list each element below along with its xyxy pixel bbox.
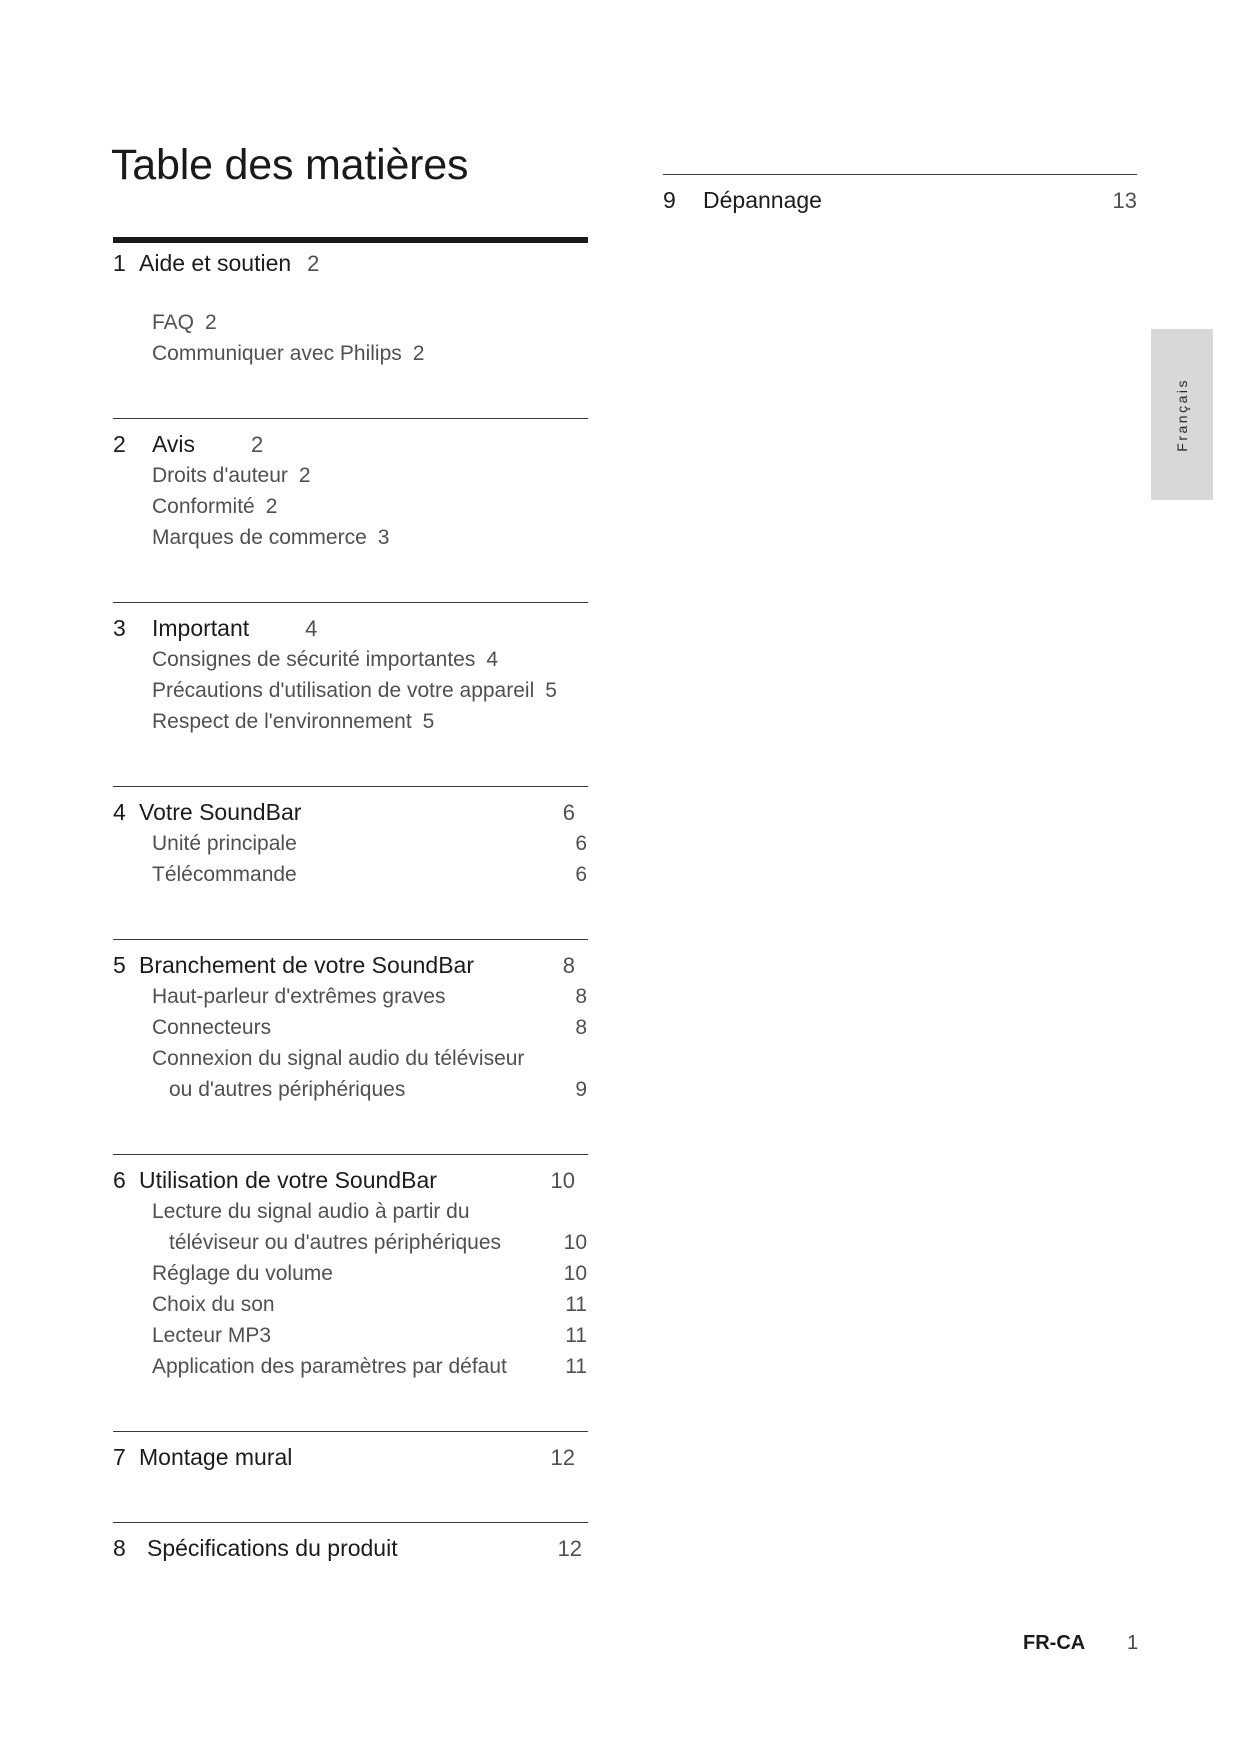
page-number: 6 [575, 832, 587, 855]
subsection-title: FAQ [152, 311, 195, 334]
toc-entry [113, 1258, 588, 1289]
page-title: Table des matières [111, 141, 469, 189]
section-number: 5 [113, 952, 126, 978]
page-number: 2 [307, 251, 320, 276]
subsection-title: Unité principale [152, 832, 297, 855]
page-number: 8 [575, 985, 587, 1008]
toc-section-9 [663, 174, 1137, 216]
subsection-title: Communiquer avec Philips [152, 342, 402, 365]
page-number: 8 [575, 1016, 587, 1039]
toc-left-column [113, 237, 588, 1564]
section-title: Votre SoundBar [139, 799, 302, 825]
footer-page-number: 1 [1127, 1632, 1139, 1654]
subsection-title-continued: ou d'autres périphériques [169, 1078, 406, 1101]
toc-section-7 [113, 1431, 588, 1522]
toc-heading [113, 429, 588, 460]
toc-section-2 [113, 418, 588, 602]
section-number: 2 [113, 431, 126, 457]
toc-heading [113, 950, 588, 981]
toc-heading [113, 797, 588, 828]
toc-heading [113, 1442, 588, 1473]
subsection-title: Télécommande [152, 863, 297, 886]
page-number: 2 [265, 495, 278, 518]
page-number: 2 [251, 432, 264, 457]
page-number: 6 [575, 863, 587, 886]
toc-heading [663, 185, 1137, 216]
section-number: 4 [113, 799, 126, 825]
subsection-title: Connexion du signal audio du téléviseur [152, 1047, 525, 1070]
page-number: 11 [565, 1293, 587, 1316]
toc-heading [113, 613, 588, 644]
toc-section-5 [113, 939, 588, 1154]
page-number: 11 [565, 1355, 587, 1378]
subsection-title: Conformité [152, 495, 255, 518]
section-title: Dépannage [703, 187, 822, 213]
toc-entry [113, 1043, 588, 1074]
subsection-title: Lecture du signal audio à partir du [152, 1200, 470, 1223]
toc-entry [113, 522, 588, 553]
toc-heading [113, 1533, 588, 1564]
page-number: 12 [557, 1536, 582, 1561]
page-number: 9 [575, 1078, 587, 1101]
section-title: Important [152, 615, 250, 641]
page-number: 2 [205, 311, 217, 334]
toc-entry [113, 1196, 588, 1227]
subsection-title: Haut-parleur d'extrêmes graves [152, 985, 446, 1008]
toc-entry [113, 1012, 588, 1043]
page-number: 5 [422, 710, 435, 733]
toc-entry [113, 859, 588, 890]
section-title: Montage mural [139, 1444, 293, 1470]
subsection-title: Connecteurs [152, 1016, 272, 1039]
page-number: 10 [563, 1231, 587, 1254]
section-number: 9 [663, 187, 676, 213]
subsection-title-continued: téléviseur ou d'autres périphériques [169, 1231, 502, 1254]
section-number: 7 [113, 1444, 126, 1470]
toc-section-1 [113, 237, 588, 418]
toc-entry-continued [113, 1227, 588, 1258]
page-number: 4 [305, 616, 318, 641]
page-number: 8 [562, 953, 575, 978]
page-number: 6 [562, 800, 575, 825]
subsection-title: Choix du son [152, 1293, 275, 1316]
toc-entry [113, 706, 588, 737]
section-number: 3 [113, 615, 126, 641]
subsection-title: Respect de l'environnement [152, 710, 412, 733]
toc-entry-continued [113, 1074, 588, 1105]
toc-section-6 [113, 1154, 588, 1431]
toc-entry [113, 338, 588, 369]
subsection-title: Réglage du volume [152, 1262, 333, 1285]
section-title: Utilisation de votre SoundBar [139, 1167, 437, 1193]
subsection-title: Lecteur MP3 [152, 1324, 272, 1347]
subsection-title: Droits d'auteur [152, 464, 288, 487]
toc-entry [113, 644, 588, 675]
language-tab [1151, 329, 1213, 500]
toc-entry [113, 828, 588, 859]
section-number: 6 [113, 1167, 126, 1193]
toc-entry [113, 675, 588, 706]
toc-entry [113, 307, 588, 338]
page-number: 10 [550, 1168, 575, 1193]
toc-entry [113, 1320, 588, 1351]
section-title: Avis [152, 431, 196, 457]
toc-entry [113, 460, 588, 491]
footer-locale: FR-CA [1023, 1632, 1086, 1654]
page-number: 4 [486, 648, 499, 671]
toc-right-column [663, 174, 1137, 216]
page-number: 12 [550, 1445, 575, 1470]
page-number: 2 [298, 464, 311, 487]
language-tab-label: Français [1174, 377, 1190, 452]
section-title: Spécifications du produit [147, 1535, 398, 1561]
page-number: 11 [565, 1324, 587, 1347]
page-number: 5 [545, 679, 557, 702]
section-title: Aide et soutien [139, 250, 292, 276]
subsection-title: Marques de commerce [152, 526, 367, 549]
toc-heading [113, 248, 588, 279]
section-title: Branchement de votre SoundBar [139, 952, 474, 978]
page-number: 10 [563, 1262, 587, 1285]
subsection-title: Précautions d'utilisation de votre appareil [152, 679, 535, 702]
toc-section-3 [113, 602, 588, 786]
toc-entry [113, 1351, 588, 1382]
toc-entry [113, 491, 588, 522]
toc-entry [113, 1289, 588, 1320]
page-number: 13 [1112, 188, 1137, 213]
page-number: 2 [412, 342, 425, 365]
subsection-title: Application des paramètres par défaut [152, 1355, 507, 1378]
toc-entry [113, 981, 588, 1012]
section-number: 1 [113, 250, 126, 276]
toc-section-8 [113, 1522, 588, 1564]
subsection-title: Consignes de sécurité importantes [152, 648, 476, 671]
page-number: 3 [377, 526, 390, 549]
section-number: 8 [113, 1535, 126, 1561]
toc-heading [113, 1165, 588, 1196]
toc-section-4 [113, 786, 588, 939]
